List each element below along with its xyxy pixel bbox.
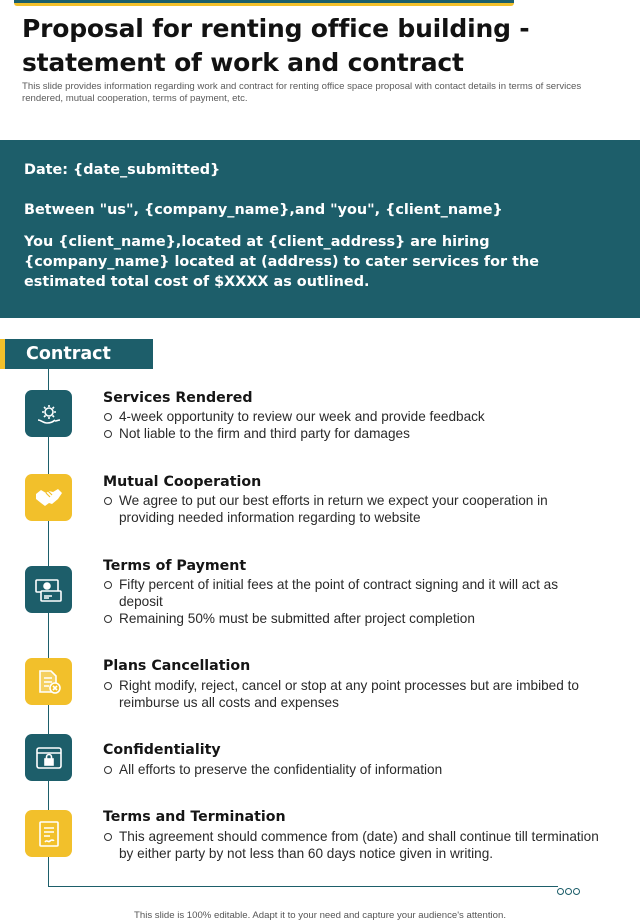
- timeline-horizontal-line: [48, 886, 558, 887]
- date-line: Date: {date_submitted}: [24, 162, 221, 178]
- page-title: [22, 12, 622, 80]
- list-item: This agreement should commence from (date) and shall continue till termination by either party by not less than 60 days notice given in writing.: [103, 828, 603, 862]
- list-item: We agree to put our best efforts in return we expect your cooperation in providing needed information regarding to website: [103, 492, 603, 526]
- footer-note: This slide is 100% editable. Adapt it to your need and capture your audience's attention.: [134, 910, 506, 921]
- top-accent-rule: [14, 0, 514, 6]
- timeline-dot: [573, 888, 580, 895]
- item-title-cancellation: Plans Cancellation: [103, 658, 251, 674]
- bullets-payment: [103, 576, 603, 627]
- bullets-cancellation: [103, 677, 603, 711]
- title-line-2: statement of work and contract: [22, 48, 464, 77]
- list-item: 4-week opportunity to review our week and provide feedback: [103, 408, 603, 425]
- handshake-icon: [25, 474, 72, 521]
- list-item: Right modify, reject, cancel or stop at any point processes but are imbibed to reimburse us all costs and expenses: [103, 677, 603, 711]
- cancel-document-icon: [25, 658, 72, 705]
- item-title-payment: Terms of Payment: [103, 558, 247, 574]
- parties-line: Between "us", {company_name},and "you", {client_name}: [24, 202, 503, 218]
- bullets-cooperation: [103, 492, 603, 526]
- hiring-line: You {client_name},located at {client_address} are hiring {company_name} located at (address) to cater services for the estimated total cost of $XXXX as outlined.: [24, 234, 540, 290]
- list-item: All efforts to preserve the confidentiality of information: [103, 761, 603, 778]
- bullets-termination: [103, 828, 603, 862]
- timeline-dot: [557, 888, 564, 895]
- list-item: Fifty percent of initial fees at the point of contract signing and it will act as deposit: [103, 576, 603, 610]
- bullets-confidentiality: [103, 761, 603, 778]
- item-title-termination: Terms and Termination: [103, 809, 286, 825]
- gear-handshake-icon: [25, 390, 72, 437]
- list-item: Not liable to the firm and third party for damages: [103, 425, 603, 442]
- title-line-1: Proposal for renting office building -: [22, 14, 530, 43]
- page-subtitle: This slide provides information regarding work and contract for renting office space proposal with contact details in terms of services rendered, mutual cooperation, terms of payment, etc.: [22, 81, 582, 104]
- bullets-services: [103, 408, 603, 442]
- timeline-dot: [565, 888, 572, 895]
- proposal-banner: [0, 140, 640, 318]
- item-title-cooperation: Mutual Cooperation: [103, 474, 262, 490]
- item-title-services: Services Rendered: [103, 390, 253, 406]
- payment-icon: [25, 566, 72, 613]
- contract-section-label: Contract: [0, 339, 153, 369]
- contract-document-icon: [25, 810, 72, 857]
- lock-window-icon: [25, 734, 72, 781]
- item-title-confidentiality: Confidentiality: [103, 742, 221, 758]
- timeline-end-dots: [557, 882, 587, 891]
- list-item: Remaining 50% must be submitted after project completion: [103, 610, 603, 627]
- top-accent-gold: [14, 3, 514, 6]
